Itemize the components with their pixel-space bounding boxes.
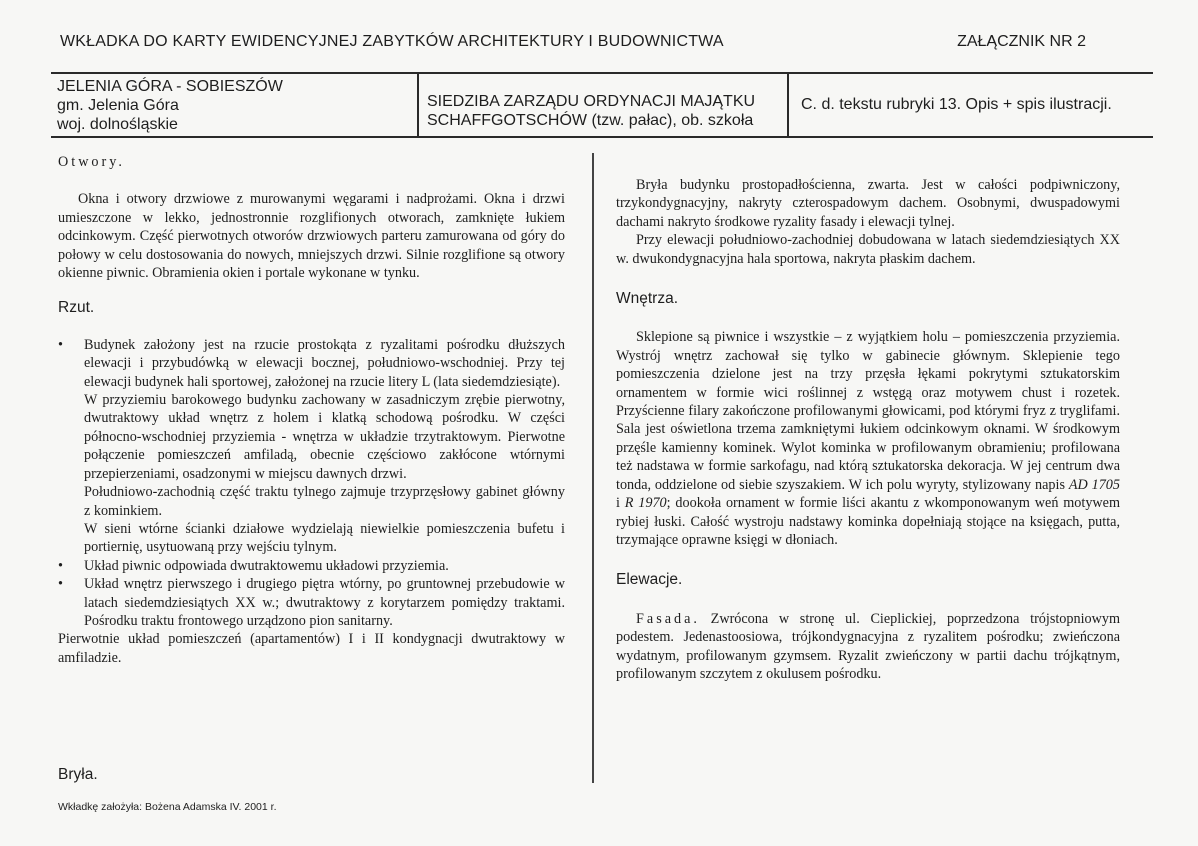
header-box: [51, 72, 1153, 138]
otwory-text: Okna i otwory drzwiowe z murowanymi węgarami i nadprożami. Okna i drzwi umieszczone w lekko, jednostronnie rozglifionych otworach, zamknięte łukiem odcinkowym. Część pierwotnych otworów drzwiowych parteru zamurowana od góry do połowy w celu dostosowania do nowych, mniejszych drzwi. Silnie rozglifione są otwory okienne piwnic. Obramienia okien i portale wykonane w tynku.: [58, 191, 565, 282]
rzut-heading: Rzut.: [58, 299, 95, 317]
rzut-list: [58, 336, 565, 631]
header-divider: [787, 74, 789, 136]
list-item: [58, 336, 565, 557]
rzut-bullet-3: Układ wnętrz pierwszego i drugiego piętra wtórny, po gruntownej przebudowie w latach siedemdziesiątych XX w.; dwutraktowy z korytarzem pomiędzy traktami. Pośrodku traktu frontowego urządzono pion sanitarny.: [84, 576, 565, 629]
column-divider: [592, 153, 594, 783]
footer-author: Wkładkę założyła: Bożena Adamska IV. 2001 r.: [58, 801, 277, 813]
list-item: [58, 575, 565, 630]
wnetrza-heading: Wnętrza.: [616, 290, 679, 308]
left-column: [58, 153, 565, 667]
right-column: [616, 176, 1120, 683]
rzut-bullet-1-p4-text: W sieni wtórne ścianki działowe wydzielają niewielkie pomieszczenia bufetu i portiernię, usytuowaną przy wejściu tylnym.: [84, 520, 565, 556]
object-name-line2: SCHAFFGOTSCHÓW (tzw. pałac), ob. szkoła: [427, 112, 754, 129]
wnetrza-text-b: i: [616, 495, 625, 512]
annex-label: ZAŁĄCZNIK NR 2: [957, 33, 1086, 50]
fasada-heading: Fasada.: [636, 610, 700, 627]
inscription-1: AD 1705: [1068, 476, 1120, 493]
object-name-block: [427, 92, 787, 130]
wnetrza-text-a: Sklepione są piwnice i wszystkie – z wyjątkiem holu – pomieszczenia przyziemia. Wystrój wnętrz zachował się tylko w gabinecie głównym. Sklepienie tego pomieszczenia dzielone jest na trzy przęsła łękami pokrytymi sztukatorskim ornamentem w formie wici roślinnej z wstęgą oraz motywem chust i rozetek. Przyścienne filary zakończone profilowanymi głowicami, pod którymi fryz z tryglifami. Sala jest oświetlona trzema zamkniętymi łukiem odcinkowym oknami. W środkowym przęśle kamienny kominek. Wylot kominka w profilowanym obramieniu; profilowana też nadstawa w formie sarkofagu, nad którą sztukatorska dekoracja. W jej centrum dwa tonda, oddzielone od siebie szyszakiem. W ich polu wyryty, stylizowany napis: [616, 329, 1120, 493]
rzut-bullet-1: Budynek założony jest na rzucie prostokąta z ryzalitami pośrodku dłuższych elewacji i przybudówką w elewacji bocznej, południowo-wschodniej. Przy tej elewacji budynek hali sportowej, założonej na rzucie litery L (lata siedemdziesiąte).: [84, 336, 565, 390]
rzut-bullet-1-p3-text: Południowo-zachodnią część traktu tylnego zajmuje trzyprzęsłowy gabinet główny z kominkiem.: [84, 484, 565, 519]
bryla-text-2: Przy elewacji południowo-zachodniej dobudowana w latach siedemdziesiątych XX w. dwukondygnacyjna hala sportowa, nakryta płaskim dachem.: [616, 232, 1120, 267]
bryla-heading: Bryła.: [58, 766, 98, 783]
rzut-bullet-1-p2-text: W przyziemiu barokowego budynku zachowany w zasadniczym zrębie pierwotny, dwutraktowy układ wnętrz z holem i klatką schodową pośrodku. W części północno-wschodniej przyziemia - wnętrza w układzie trzytraktowym. Pierwotne połączenie pomieszczeń amfiladą, obecnie częściowo zakłócone wtórnymi przepierzeniami, osadzonymi w miejscu dawnych drzwi.: [84, 392, 565, 482]
header-divider: [417, 74, 419, 136]
bryla-text-1: Bryła budynku prostopadłościenna, zwarta. Jest w całości podpiwniczony, trzykondygnacyjny, nakryty czterospadowym dachem. Osobnymi, dwuspadowymi dachami nakryto środkowe ryzality fasady i elewacji tylnej.: [616, 177, 1120, 230]
elewacje-heading: Elewacje.: [616, 571, 683, 589]
otwory-heading: Otwory.: [58, 154, 125, 170]
rzut-bullet-2: Układ piwnic odpowiada dwutraktowemu układowi przyziemia.: [84, 557, 449, 574]
document-title: WKŁADKA DO KARTY EWIDENCYJNEJ ZABYTKÓW ARCHITEKTURY I BUDOWNICTWA: [60, 33, 724, 50]
wnetrza-text: [616, 328, 1120, 549]
object-name-line1: SIEDZIBA ZARZĄDU ORDYNACJI MAJĄTKU: [427, 93, 756, 110]
location-commune: gm. Jelenia Góra: [57, 97, 179, 114]
wnetrza-text-c: ; dookoła ornament w formie liści akantu z wkomponowanym weń motywem rybiej łuski. Całość wystroju nadstawy kominka dopełniają stojące na księgach, putta, trzymające oprawne księgi w dłoniach.: [616, 495, 1120, 548]
rzut-bullet-1-p3: [58, 483, 565, 520]
list-item: [58, 557, 565, 575]
fasada-body: Zwrócona w stronę ul. Cieplickiej, poprzedzona trójstopniowym podestem. Jedenastoosiowa, trójkondygnacyjna z ryzalitem pośrodku; zwieńczona wydatnym, profilowanym gzymsem. Ryzalit zwieńczony w partii dachu trójkątnym, profilowanym szczytem z okulusem pośrodku.: [616, 610, 1120, 682]
fasada-text: [616, 610, 1120, 684]
rzut-bullet-1-p4: [58, 520, 565, 557]
rzut-closing: Pierwotnie układ pomieszczeń (apartamentów) I i II kondygnacji dwutraktowy w amfiladzie.: [58, 631, 565, 666]
location-voivodeship: woj. dolnośląskie: [57, 116, 178, 133]
continuation-note: C. d. tekstu rubryki 13. Opis + spis ilustracji.: [801, 96, 1112, 113]
location-block: [57, 77, 283, 134]
location-place: JELENIA GÓRA - SOBIESZÓW: [57, 78, 283, 95]
inscription-2: R 1970: [624, 495, 667, 512]
rzut-bullet-1-p2: [58, 391, 565, 483]
